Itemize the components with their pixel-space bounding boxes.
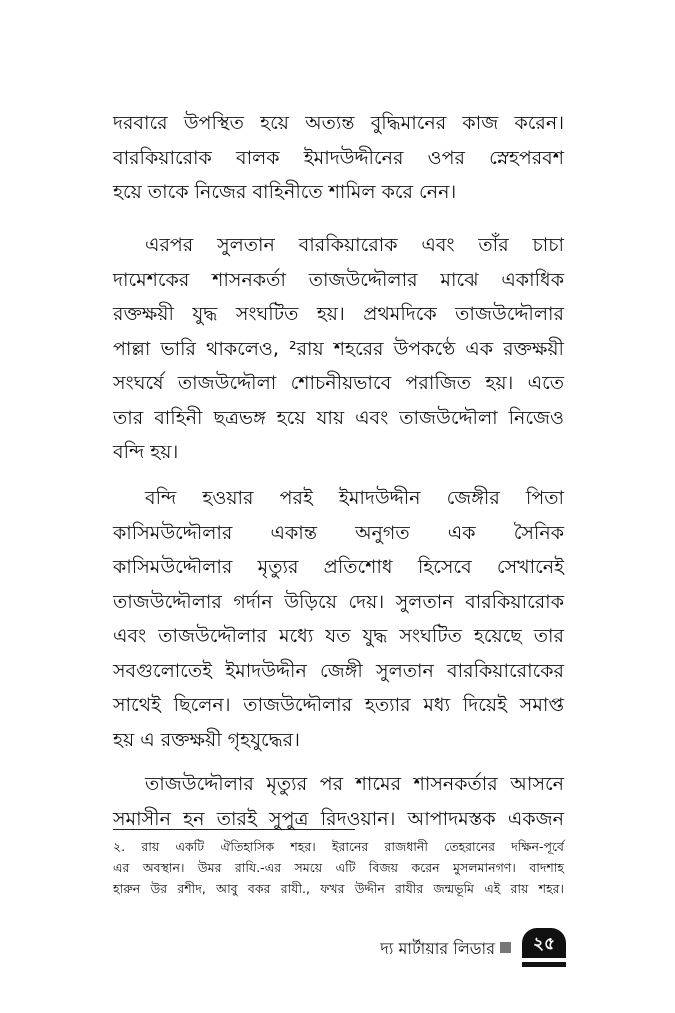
text-line: বন্দি হয়। (113, 441, 179, 463)
page-number-underline (522, 962, 566, 967)
text-line: সাথেই ছিলেন। তাজউদ্দৌলার হত্যার মধ্য দিয়েই সমাপ্ত (113, 694, 564, 716)
square-bullet-icon (500, 942, 511, 953)
text-line: তাজউদ্দৌলার মৃত্যুর পর শামের শাসনকর্তার আসনে (145, 773, 564, 795)
footnote-line: হারুন উর রশীদ, আবু বকর রাযী., ফখর উদ্দীন রাযীর জন্মভূমি এই রায় শহর। (113, 881, 564, 896)
paragraph-3 (113, 481, 564, 757)
text-line: হয়ে তাকে নিজের বাহিনীতে শামিল করে নেন। (113, 181, 457, 203)
text-line: বন্দি হওয়ার পরই ইমাদউদ্দীন জেঙ্গীর পিতা (145, 487, 564, 509)
text-line: কাসিমউদ্দৌলার মৃত্যুর প্রতিশোধ হিসেবে সেখানেই (113, 556, 564, 578)
page-number: ২৫ (522, 928, 566, 958)
text-line: এরপর সুলতান বারকিয়ারোক এবং তাঁর চাচা (145, 234, 564, 256)
paragraph-1 (113, 106, 564, 210)
text-line: তাজউদ্দৌলার গর্দান উড়িয়ে দেয়। সুলতান বারকিয়ারোক (113, 590, 564, 613)
footnote-line: এর অবস্থান। উমর রাযি.-এর সময়ে এটি বিজয় করেন মুসলমানগণ। বাদশাহ (113, 860, 564, 875)
text-line: দামেশকের শাসনকর্তা তাজউদ্দৌলার মাঝে একাধিক (113, 268, 564, 291)
footnote-line: ২. রায় একটি ঐতিহাসিক শহর। ইরানের রাজধানী তেহরানের দক্ষিন-পূর্বে (113, 839, 564, 854)
text-line: দরবারে উপস্থিত হয়ে অত্যন্ত বুদ্ধিমানের কাজ করেন। (113, 112, 564, 134)
paragraph-2 (113, 228, 564, 470)
paragraph-4 (113, 767, 564, 836)
text-line: এবং তাজউদ্দৌলার মধ্যে যত যুদ্ধ সংঘটিত হয়েছে তার (113, 625, 564, 647)
text-line: তার বাহিনী ছত্রভঙ্গ হয়ে যায় এবং তাজউদ্দৌলা নিজেও (113, 406, 564, 429)
text-line: হয় এ রক্তক্ষয়ী গৃহযুদ্ধের। (113, 728, 300, 751)
text-line: পাল্লা ভারি থাকলেও, ²রায় শহরের উপকণ্ঠে এক রক্তক্ষয়ী (113, 337, 564, 360)
text-line: বারকিয়ারোক বালক ইমাদউদ্দীনের ওপর স্নেহপরবশ (113, 146, 564, 169)
text-line: সমাসীন হন তারই সুপুত্র রিদওয়ান। আপাদমস্তক একজন (113, 807, 564, 830)
text-line: সংঘর্ষে তাজউদ্দৌলা শোচনীয়ভাবে পরাজিত হয়। এতে (113, 372, 564, 394)
footnote (113, 836, 564, 899)
page-footer (0, 928, 675, 976)
text-line: রক্তক্ষয়ী যুদ্ধ সংঘটিত হয়। প্রথমদিকে তাজউদ্দৌলার (113, 303, 564, 325)
text-line: কাসিমউদ্দৌলার একান্ত অনুগত এক সৈনিক (113, 521, 564, 544)
book-title: দ্য মার্টায়ার লিডার (380, 939, 495, 958)
footnote-divider (113, 829, 355, 830)
text-line: সবগুলোতেই ইমাদউদ্দীন জেঙ্গী সুলতান বারকিয়ারোকের (113, 659, 564, 682)
